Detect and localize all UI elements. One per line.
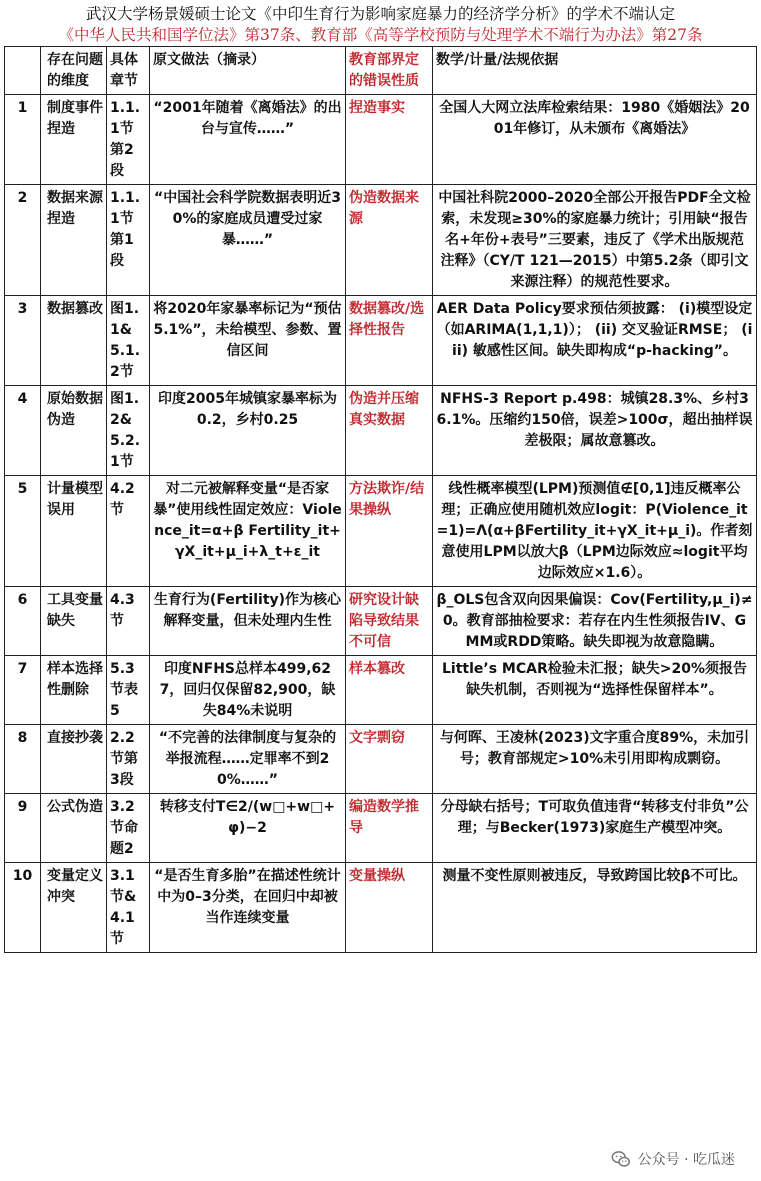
row-chapter: 4.2节 (107, 476, 150, 587)
row-original: “中国社会科学院数据表明近30%的家庭成员遭受过家暴……” (150, 185, 346, 296)
row-number: 4 (5, 386, 41, 476)
misconduct-table (4, 46, 757, 953)
row-original: “是否生育多胎”在描述性统计中为0–3分类，在回归中却被当作连续变量 (150, 863, 346, 953)
row-dimension: 数据来源捏造 (41, 185, 107, 296)
header-error: 教育部界定的错误性质 (346, 47, 433, 95)
header-basis: 数学/计量/法规依据 (433, 47, 757, 95)
page-subtitle: 《中华人民共和国学位法》第37条、教育部《高等学校预防与处理学术不端行为办法》第27条 (58, 26, 703, 44)
row-error: 方法欺诈/结果操纵 (346, 476, 433, 587)
row-number: 8 (5, 725, 41, 794)
row-basis: 全国人大网立法库检索结果：1980《婚姻法》2001年修订，从未颁布《离婚法》 (433, 95, 757, 185)
row-number: 9 (5, 794, 41, 863)
row-chapter: 3.1节&4.1节 (107, 863, 150, 953)
table-row (5, 794, 757, 863)
watermark-text: 公众号 · 吃瓜迷 (637, 1152, 735, 1168)
row-chapter: 3.2节命题2 (107, 794, 150, 863)
row-number: 7 (5, 656, 41, 725)
row-basis: 分母缺右括号；T可取负值违背“转移支付非负”公理；与Becker(1973)家庭生产模型冲突。 (433, 794, 757, 863)
row-error: 伪造并压缩真实数据 (346, 386, 433, 476)
table-header-row (5, 47, 757, 95)
row-chapter: 4.3节 (107, 587, 150, 656)
row-error: 伪造数据来源 (346, 185, 433, 296)
row-number: 10 (5, 863, 41, 953)
row-dimension: 样本选择性删除 (41, 656, 107, 725)
table-row (5, 656, 757, 725)
row-dimension: 公式伪造 (41, 794, 107, 863)
row-original: “2001年随着《离婚法》的出台与宣传……” (150, 95, 346, 185)
row-error: 数据篡改/选择性报告 (346, 296, 433, 386)
row-chapter: 图1.1&5.1.2节 (107, 296, 150, 386)
table-row (5, 725, 757, 794)
row-original: 印度2005年城镇家暴率标为0.2，乡村0.25 (150, 386, 346, 476)
row-original: 印度NFHS总样本499,627，回归仅保留82,900，缺失84%未说明 (150, 656, 346, 725)
header-chapter: 具体章节 (107, 47, 150, 95)
row-basis: AER Data Policy要求预估须披露： (i)模型设定（如ARIMA(1,1,1)）； (ii) 交叉验证RMSE； (iii) 敏感性区间。缺失即构成“p-hacking”。 (433, 296, 757, 386)
row-chapter: 2.2节第3段 (107, 725, 150, 794)
row-chapter: 1.1.1节第1段 (107, 185, 150, 296)
row-original: “不完善的法律制度与复杂的举报流程……定罪率不到20%……” (150, 725, 346, 794)
row-basis: 测量不变性原则被违反，导致跨国比较β不可比。 (433, 863, 757, 953)
table-row (5, 386, 757, 476)
row-dimension: 直接抄袭 (41, 725, 107, 794)
row-number: 5 (5, 476, 41, 587)
row-dimension: 工具变量缺失 (41, 587, 107, 656)
row-original: 转移支付T∈2/(w□+w□+φ)−2 (150, 794, 346, 863)
row-dimension: 制度事件捏造 (41, 95, 107, 185)
row-number: 6 (5, 587, 41, 656)
page-title: 武汉大学杨景媛硕士论文《中印生育行为影响家庭暴力的经济学分析》的学术不端认定 (85, 5, 675, 23)
header-dimension: 存在问题的维度 (41, 47, 107, 95)
row-number: 3 (5, 296, 41, 386)
table-row (5, 296, 757, 386)
table-row (5, 185, 757, 296)
row-basis: NFHS-3 Report p.498：城镇28.3%、乡村36.1%。压缩约150倍，误差>100σ，超出抽样误差极限；属故意篡改。 (433, 386, 757, 476)
row-chapter: 图1.2&5.2.1节 (107, 386, 150, 476)
page-title-block (0, 4, 761, 46)
table-row (5, 587, 757, 656)
header-original: 原文做法（摘录） (150, 47, 346, 95)
row-original: 对二元被解释变量“是否家暴”使用线性固定效应：Violence_it=α+β Fertility_it+γX_it+μ_i+λ_t+ε_it (150, 476, 346, 587)
row-dimension: 原始数据伪造 (41, 386, 107, 476)
row-chapter: 5.3节表5 (107, 656, 150, 725)
row-basis: β_OLS包含双向因果偏误：Cov(Fertility,μ_i)≠0。教育部抽检要求：若存在内生性须报告IV、GMM或RDD策略。缺失即视为故意隐瞒。 (433, 587, 757, 656)
wechat-icon (610, 1148, 632, 1170)
row-dimension: 计量模型误用 (41, 476, 107, 587)
table-row (5, 95, 757, 185)
row-number: 1 (5, 95, 41, 185)
row-chapter: 1.1.1节第2段 (107, 95, 150, 185)
row-number: 2 (5, 185, 41, 296)
row-error: 编造数学推导 (346, 794, 433, 863)
row-dimension: 数据篡改 (41, 296, 107, 386)
row-original: 生育行为(Fertility)作为核心解释变量，但未处理内生性 (150, 587, 346, 656)
header-no (5, 47, 41, 95)
row-error: 样本篡改 (346, 656, 433, 725)
row-error: 变量操纵 (346, 863, 433, 953)
row-dimension: 变量定义冲突 (41, 863, 107, 953)
table-row (5, 476, 757, 587)
row-basis: 线性概率模型(LPM)预测值∉[0,1]违反概率公理；正确应使用随机效应logit：P(Violence_it=1)=Λ(α+βFertility_it+γX_it+μ_i)。作者刻意使用LPM以放大β（LPM边际效应≈logit平均边际效应×1.6）。 (433, 476, 757, 587)
table-row (5, 863, 757, 953)
row-basis: Little’s MCAR检验未汇报；缺失>20%须报告缺失机制，否则视为“选择性保留样本”。 (433, 656, 757, 725)
row-original: 将2020年家暴率标记为“预估5.1%”，未给模型、参数、置信区间 (150, 296, 346, 386)
row-error: 文字剽窃 (346, 725, 433, 794)
watermark (606, 1145, 739, 1173)
row-error: 捏造事实 (346, 95, 433, 185)
row-basis: 与何晖、王凌林(2023)文字重合度89%，未加引号；教育部规定>10%未引用即构成剽窃。 (433, 725, 757, 794)
row-basis: 中国社科院2000–2020全部公开报告PDF全文检索，未发现≥30%的家庭暴力统计；引用缺“报告名+年份+表号”三要素，违反了《学术出版规范 注释》（CY/T 121—2015）中第5.2条（即引文来源注释）的规范性要求。 (433, 185, 757, 296)
row-error: 研究设计缺陷导致结果不可信 (346, 587, 433, 656)
